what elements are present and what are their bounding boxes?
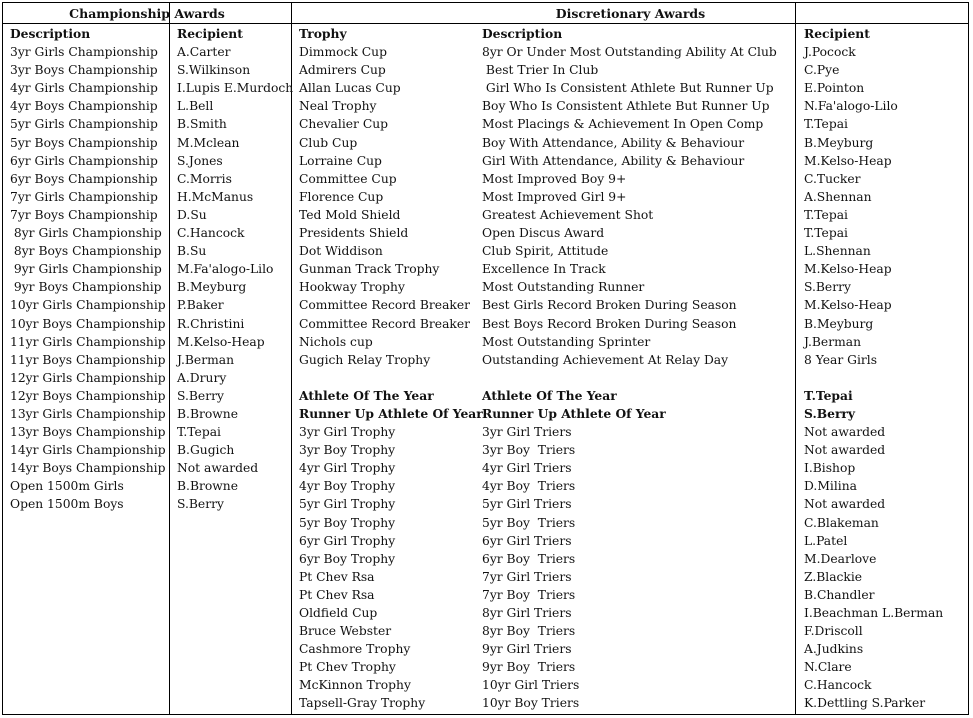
- table-cell: 5yr Girls Championship: [10, 117, 158, 132]
- table-cell: I.Beachman L.Berman: [804, 606, 944, 620]
- discretionary-recipient-column: [804, 25, 943, 713]
- table-cell: Tapsell-Gray Trophy: [299, 696, 426, 711]
- table-cell: 8yr Girls Championship: [10, 226, 162, 241]
- table-cell: Best Girls Record Broken During Season: [482, 298, 737, 313]
- table-cell: 4yr Boys Championship: [10, 99, 158, 114]
- table-cell: M.Kelso-Heap: [804, 262, 892, 277]
- table-cell: Lorraine Cup: [299, 153, 382, 168]
- table-cell: Runner Up Athlete Of Year: [482, 405, 666, 421]
- table-cell: B.Gugich: [177, 443, 235, 458]
- awards-table: [2, 2, 969, 715]
- table-cell: S.Berry: [804, 405, 856, 421]
- table-cell: L.Patel: [804, 533, 848, 548]
- table-cell: Gugich Relay Trophy: [299, 352, 431, 367]
- table-cell: M.Kelso-Heap: [804, 298, 892, 313]
- table-cell: I.Lupis E.Murdoch: [177, 81, 294, 96]
- table-cell: C.Morris: [177, 171, 232, 186]
- table-cell: Boy With Attendance, Ability & Behaviour: [482, 135, 745, 150]
- table-cell: 8yr Or Under Most Outstanding Ability At Club: [482, 45, 777, 60]
- column-header: Recipient: [804, 26, 870, 41]
- table-cell: I.Bishop: [804, 461, 856, 476]
- column-header: Description: [482, 26, 563, 41]
- table-cell: 3yr Boy Trophy: [299, 443, 396, 458]
- table-cell: L.Bell: [177, 99, 214, 114]
- table-cell: Most Improved Boy 9+: [482, 171, 627, 186]
- table-cell: 6yr Girls Championship: [10, 153, 158, 168]
- table-cell: 7yr Boy Triers: [482, 587, 576, 602]
- table-cell: Pt Chev Rsa: [299, 587, 375, 602]
- table-cell: 10yr Girl Triers: [482, 678, 580, 693]
- table-cell: 3yr Girl Trophy: [299, 425, 396, 440]
- championship-description-column: [10, 25, 166, 514]
- table-cell: 9yr Girls Championship: [10, 262, 162, 277]
- table-cell: B.Browne: [177, 406, 238, 421]
- table-cell: Best Boys Record Broken During Season: [482, 316, 737, 331]
- table-cell: 13yr Girls Championship: [10, 406, 166, 421]
- table-cell: M.Dearlove: [804, 551, 877, 566]
- table-cell: Committee Record Breaker: [299, 298, 471, 313]
- table-cell: M.Kelso-Heap: [177, 334, 265, 349]
- table-cell: Hookway Trophy: [299, 280, 405, 295]
- table-cell: 7yr Boys Championship: [10, 207, 158, 222]
- table-cell: 4yr Boy Trophy: [299, 479, 396, 494]
- table-cell: Presidents Shield: [299, 226, 409, 241]
- table-cell: [804, 369, 943, 387]
- table-cell: M.Mclean: [177, 135, 240, 150]
- column-header: Description: [10, 26, 91, 41]
- table-cell: Dot Widdison: [299, 244, 383, 259]
- table-cell: S.Berry: [177, 388, 224, 403]
- table-cell: 14yr Boys Championship: [10, 461, 166, 476]
- table-cell: Allan Lucas Cup: [299, 81, 401, 96]
- table-cell: Best Trier In Club: [482, 63, 599, 78]
- table-cell: Committee Record Breaker: [299, 316, 471, 331]
- table-cell: N.Fa'alogo-Lilo: [804, 99, 898, 114]
- table-cell: 9yr Girl Triers: [482, 642, 572, 657]
- table-cell: K.Dettling S.Parker: [804, 696, 926, 711]
- table-cell: 4yr Girl Trophy: [299, 461, 396, 476]
- table-cell: Greatest Achievement Shot: [482, 207, 654, 222]
- table-cell: 12yr Boys Championship: [10, 388, 166, 403]
- table-cell: B.Browne: [177, 479, 238, 494]
- table-cell: 6yr Boy Trophy: [299, 551, 396, 566]
- table-cell: 5yr Boy Triers: [482, 515, 576, 530]
- table-cell: 4yr Boy Triers: [482, 479, 576, 494]
- table-cell: T.Tepai: [804, 226, 848, 241]
- table-cell: M.Kelso-Heap: [804, 153, 892, 168]
- table-cell: T.Tepai: [804, 117, 848, 132]
- table-cell: Cashmore Trophy: [299, 642, 411, 657]
- table-cell: 9yr Boys Championship: [10, 280, 162, 295]
- table-cell: 5yr Girl Trophy: [299, 497, 396, 512]
- table-cell: Open 1500m Boys: [10, 497, 124, 512]
- table-cell: T.Tepai: [177, 425, 221, 440]
- discretionary-description-column: [482, 25, 777, 713]
- table-cell: Pt Chev Trophy: [299, 660, 396, 675]
- table-cell: N.Clare: [804, 660, 852, 675]
- table-cell: J.Berman: [177, 352, 234, 367]
- table-cell: Dimmock Cup: [299, 45, 387, 60]
- table-cell: 7yr Girl Triers: [482, 569, 572, 584]
- table-cell: 3yr Girl Triers: [482, 425, 572, 440]
- header-divider: [3, 23, 968, 24]
- table-cell: D.Milina: [804, 479, 857, 494]
- table-cell: Bruce Webster: [299, 624, 392, 639]
- table-cell: Chevalier Cup: [299, 117, 389, 132]
- table-cell: 8yr Girl Triers: [482, 606, 572, 620]
- table-cell: 12yr Girls Championship: [10, 370, 166, 385]
- table-cell: S.Wilkinson: [177, 63, 251, 78]
- table-cell: Club Spirit, Attitude: [482, 244, 609, 259]
- table-cell: E.Pointon: [804, 81, 865, 96]
- table-cell: B.Meyburg: [804, 316, 874, 331]
- table-cell: Girl Who Is Consistent Athlete But Runner Up: [482, 81, 774, 96]
- table-cell: C.Blakeman: [804, 515, 879, 530]
- table-cell: C.Tucker: [804, 171, 861, 186]
- table-cell: Z.Blackie: [804, 569, 863, 584]
- table-cell: C.Hancock: [804, 678, 872, 693]
- table-cell: B.Smith: [177, 117, 227, 132]
- table-cell: 10yr Girls Championship: [10, 298, 166, 313]
- table-cell: Nichols cup: [299, 334, 373, 349]
- table-cell: Not awarded: [804, 443, 886, 458]
- table-cell: S.Berry: [804, 280, 851, 295]
- table-cell: 3yr Boy Triers: [482, 443, 576, 458]
- table-cell: 8yr Boys Championship: [10, 244, 162, 259]
- table-cell: Ted Mold Shield: [299, 207, 401, 222]
- table-cell: Neal Trophy: [299, 99, 377, 114]
- table-cell: L.Shennan: [804, 244, 871, 259]
- table-cell: Athlete Of The Year: [299, 387, 434, 403]
- table-cell: McKinnon Trophy: [299, 678, 411, 693]
- table-cell: 5yr Girl Triers: [482, 497, 572, 512]
- table-cell: 10yr Boy Triers: [482, 696, 580, 711]
- table-cell: F.Driscoll: [804, 624, 863, 639]
- column-divider: [795, 3, 796, 714]
- table-cell: B.Meyburg: [177, 280, 247, 295]
- table-cell: Runner Up Athlete Of Year: [299, 405, 483, 421]
- table-cell: 4yr Girls Championship: [10, 81, 158, 96]
- table-cell: C.Hancock: [177, 226, 245, 241]
- column-divider: [169, 3, 170, 714]
- table-cell: 5yr Boy Trophy: [299, 515, 396, 530]
- table-cell: P.Baker: [177, 298, 224, 313]
- table-cell: 9yr Boy Triers: [482, 660, 576, 675]
- table-cell: B.Chandler: [804, 587, 875, 602]
- table-cell: 7yr Girls Championship: [10, 189, 158, 204]
- table-cell: 6yr Girl Trophy: [299, 533, 396, 548]
- table-cell: J.Berman: [804, 334, 861, 349]
- column-header: Trophy: [299, 26, 347, 41]
- discretionary-trophy-column: [299, 25, 483, 713]
- table-cell: Most Outstanding Sprinter: [482, 334, 651, 349]
- table-cell: Boy Who Is Consistent Athlete But Runner Up: [482, 99, 770, 114]
- table-cell: Not awarded: [177, 461, 259, 476]
- table-cell: B.Meyburg: [804, 135, 874, 150]
- championship-awards-title: Championship Awards: [69, 6, 225, 21]
- table-cell: 13yr Boys Championship: [10, 425, 166, 440]
- table-cell: Not awarded: [804, 425, 886, 440]
- table-cell: A.Shennan: [804, 189, 872, 204]
- table-cell: 8 Year Girls: [804, 352, 878, 367]
- table-cell: A.Carter: [177, 45, 231, 60]
- table-cell: Not awarded: [804, 497, 886, 512]
- table-cell: 11yr Girls Championship: [10, 334, 166, 349]
- table-cell: [299, 369, 483, 387]
- table-cell: Open 1500m Girls: [10, 479, 124, 494]
- table-cell: B.Su: [177, 244, 207, 259]
- table-cell: 5yr Boys Championship: [10, 135, 158, 150]
- table-cell: S.Berry: [177, 497, 224, 512]
- table-cell: Most Placings & Achievement In Open Comp: [482, 117, 764, 132]
- column-header: Recipient: [177, 26, 243, 41]
- table-cell: Gunman Track Trophy: [299, 262, 440, 277]
- table-cell: Pt Chev Rsa: [299, 569, 375, 584]
- table-cell: Admirers Cup: [299, 63, 386, 78]
- table-cell: Florence Cup: [299, 189, 384, 204]
- table-cell: 14yr Girls Championship: [10, 443, 166, 458]
- table-cell: Girl With Attendance, Ability & Behaviour: [482, 153, 745, 168]
- table-cell: C.Pye: [804, 63, 840, 78]
- table-cell: 10yr Boys Championship: [10, 316, 166, 331]
- table-cell: 6yr Girl Triers: [482, 533, 572, 548]
- table-cell: 11yr Boys Championship: [10, 352, 166, 367]
- table-cell: Athlete Of The Year: [482, 387, 617, 403]
- table-cell: 3yr Boys Championship: [10, 63, 158, 78]
- table-cell: Oldfield Cup: [299, 606, 378, 620]
- table-cell: Outstanding Achievement At Relay Day: [482, 352, 729, 367]
- table-cell: Excellence In Track: [482, 262, 606, 277]
- table-cell: [482, 369, 777, 387]
- table-cell: Committee Cup: [299, 171, 397, 186]
- table-cell: 4yr Girl Triers: [482, 461, 572, 476]
- table-cell: Club Cup: [299, 135, 358, 150]
- discretionary-awards-title: Discretionary Awards: [555, 6, 706, 21]
- table-cell: 6yr Boys Championship: [10, 171, 158, 186]
- table-cell: S.Jones: [177, 153, 223, 168]
- table-cell: 8yr Boy Triers: [482, 624, 576, 639]
- table-cell: Open Discus Award: [482, 226, 605, 241]
- table-cell: 6yr Boy Triers: [482, 551, 576, 566]
- table-cell: R.Christini: [177, 316, 245, 331]
- table-cell: T.Tepai: [804, 387, 853, 403]
- table-cell: J.Pocock: [804, 45, 856, 60]
- table-cell: M.Fa'alogo-Lilo: [177, 262, 274, 277]
- table-cell: T.Tepai: [804, 207, 848, 222]
- table-cell: 3yr Girls Championship: [10, 45, 158, 60]
- table-cell: Most Outstanding Runner: [482, 280, 645, 295]
- table-cell: H.McManus: [177, 189, 254, 204]
- table-cell: A.Judkins: [804, 642, 864, 657]
- table-cell: D.Su: [177, 207, 207, 222]
- table-cell: Most Improved Girl 9+: [482, 189, 627, 204]
- championship-recipient-column: [177, 25, 293, 514]
- table-cell: A.Drury: [177, 370, 227, 385]
